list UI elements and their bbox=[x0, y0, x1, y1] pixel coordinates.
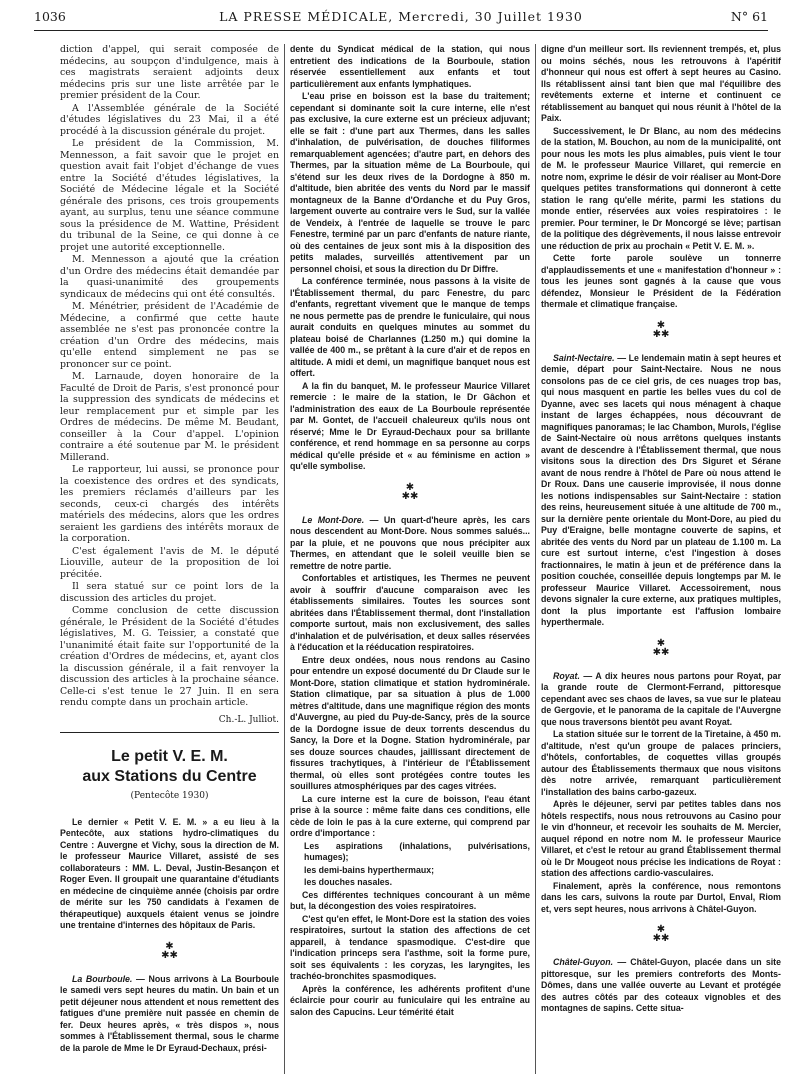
paragraph: A l'Assemblée générale de la Société d'études législatives du 23 Mai, il a été procédé à la discussion générale du projet. bbox=[60, 102, 279, 137]
paragraph-text: — Châtel-Guyon, placée dans un site pittoresque, sur les premiers contreforts des Monts-Dômes, dans une vallée ouverte au Levant et protégée des autres côtés par des coteaux vignobles et des montagnes de sapins. Cette situa- bbox=[541, 957, 781, 1013]
section-separator: ✱ ✱✱ bbox=[652, 924, 670, 944]
page-number: 1036 bbox=[34, 9, 66, 24]
paragraph: Il sera statué sur ce point lors de la discussion des articles du projet. bbox=[60, 581, 279, 604]
author-signature: Ch.-L. Julliot. bbox=[218, 714, 279, 725]
paragraph: M. Ménétrier, président de l'Académie de Médecine, a confirmé que cette haute assemblée ne s'est pas prononcée contre la création d'un Ordre des médecins, mais qu'elle entend simplement ne pas se prononcer sur ce point. bbox=[60, 301, 279, 370]
paragraph: La cure interne est la cure de boisson, l'eau étant prise à la source : même faite dans ces conditions, elle cède de loin le pas à la cure externe, qui comprend par ordre d'importance : bbox=[290, 793, 530, 838]
paragraph-text: — Le lendemain matin à sept heures et demie, départ pour Saint-Nectaire. Nous ne nous consolons pas de ce ciel gris, de ces nuages trop bas, qui nous masquent en partie les belles vues du col de Dyanne, avec ses lacets qui nous ménagent à chaque instant de larges échappées, nous découvrant de magnifiques panoramas; le lac Chambon, Murols, l'église de Saint-Nectaire où nous arrêtons quelques instants avant de descendre à l'Établissement thermal, que nous visitons sous la direction des Drs Siguret et Sérane avant de nous rendre à l'hôtel de Pare où nous attend le Dr Roux. Dans une causerie improvisée, il nous donne les notions indispensables sur Saint-Nectaire : station des reins, heureusement située à une altitude de 700 m., sur la dernière pente orientale du Mont-Dore, au pied du Puy d'Eraigne, belle montagne couverte de sapins, et abritée des vents du Nord par un plateau de 1.100 m. La cure est surtout interne, c'est l'ingestion à doses fractionnaires, le matin à jeun et de préférence dans la position couchée, conseillée depuis longtemps par M. le professeur Maurice Villaret. Accessoirement, nous devons signaler la cure externe, aux pratiques multiples, dont la plus importante est l'affusion lombaire hyperthermale. bbox=[541, 352, 781, 627]
article-title-line: Le petit V. E. M. bbox=[111, 748, 228, 765]
section-rule bbox=[60, 732, 279, 733]
paragraph: Après le déjeuner, servi par petites tables dans nos hôtels respectifs, nous nous retrouvons au Casino pour le vin d'honneur, et recevoir les souhaits de M. Mercier, auquel répond en notre nom M. le professeur Maurice Villaret, et c'est le retour au grand Établissement thermal où le Dr Mougeot nous précise les indications de Royat : station des affections cardio-vasculaires. bbox=[541, 799, 781, 878]
paragraph: dente du Syndicat médical de la station, qui nous entretient des indications de la Bourboule, station réservée essentiellement aux enfants et tout particulièrement aux enfants lymphatiques. bbox=[290, 44, 530, 89]
place-heading: Le Mont-Dore. bbox=[302, 514, 365, 525]
place-heading: Royat. bbox=[553, 670, 580, 681]
journal-title: LA PRESSE MÉDICALE, Mercredi, 30 Juillet 1930 bbox=[219, 9, 583, 24]
paragraph: digne d'un meilleur sort. Ils reviennent trempés, et, plus ou moins séchés, nous les retrouvons à l'apéritif d'honneur qui nous est offert à sept heures au Casino. Ils rétablissent ainsi tant bien que mal l'équilibre des revêtements externe et interne et continuent ce rétablissement au banquet qui nous réunit à l'hôtel de la Paix. bbox=[541, 44, 781, 123]
paragraph: diction d'appel, qui serait composée de médecins, au soupçon d'indulgence, mais à ces magistrats seraient adjoints deux médecins pris sur une liste arrêtée par le premier président de la Cour. bbox=[60, 44, 279, 101]
paragraph: M. Larnaude, doyen honoraire de la Faculté de Droit de Paris, s'est prononcé pour la suppression des syndicats de médecins et leur remplacement pur et simple par les Ordres de médecins. De même M. Beudant, conseiller à la Cour d'appel. L'opinion contraire a été soutenue par M. le président Millerand. bbox=[60, 371, 279, 463]
paragraph-text: — A dix heures nous partons pour Royat, par la grande route de Clermont-Ferrand, pittoresque cependant avec ses chaos de laves, sa vue sur le plateau de Gergovie, et le panorama de la capitale de l'Auvergne que nous traversons bientôt peu avant Royat. bbox=[541, 670, 781, 727]
paragraph: Le rapporteur, lui aussi, se prononce pour la coexistence des ordres et des syndicats, les premiers réclamés d'ailleurs par les seconds, ceux-ci chargés des intérêts matériels des médecins, alors que les ordres seraient les gardiens des intérêts moraux de la corporation. bbox=[60, 464, 279, 544]
list-item: les douches nasales. bbox=[304, 877, 393, 887]
article-intro: Le dernier « Petit V. E. M. » a eu lieu à la Pentecôte, aux stations hydro-climatiques du Centre : Auvergne et Vichy, sous la direction de M. le professeur Maurice Villaret, assisté de ses collaborateurs : MM. L. Deval, Justin-Besançon et Roger Even. Il groupait une quarantaine d'étudiants en médecine de cinquième année (choisis par ordre de mérite sur les 750 candidats à l'examen de thérapeutique) auxquels étaient venus se joindre une trentaine d'internes des hôpitaux de Paris. bbox=[60, 816, 279, 930]
paragraph: Comme conclusion de cette discussion générale, le Président de la Société d'études législatives, M. G. Teissier, a constaté que l'unanimité était faite sur l'opportunité de la création d'Ordres de médecins, et, ayant clos la discussion générale, il a fait renvoyer la discussion des articles à la prochaine séance. Celle-ci s'est tenue le 27 Juin. Il en sera rendu compte dans un prochain article. bbox=[60, 605, 279, 708]
article-title bbox=[60, 747, 279, 787]
column-divider bbox=[535, 44, 536, 1074]
paragraph-text: — Nous arrivons à La Bourboule le samedi vers sept heures du matin. Un bain et un petit déjeuner nous attendent et nous remettent des fatigues d'une première nuit passée en chemin de fer. Deux heures après, « très dispos », nous sommes à l'Établissement thermal, sous le charme de la parole de Mme le Dr Eyraud-Dechaux, prési- bbox=[60, 973, 279, 1053]
section-separator: ✱ ✱✱ bbox=[161, 940, 178, 961]
paragraph: Entre deux ondées, nous nous rendons au Casino pour entendre un exposé documenté du Dr Claude sur le Mont-Dore, station climatique et station hydrominérale. Station climatique, par sa situation à plus de 1.000 mètres d'altitude, dans une magnifique région des monts d'Auvergne, au pied du Puy-de-Sancy, près de la source de la Dordogne issue de deux torrents descendus du Sancy, la Dore et la Dogne. Station hydrominérale, par ses douze sources chaudes, jaillissant directement de fissures trachytiques, à l'intérieur de l'Établissement thermal, où elles sont protégées contre toutes les souillures atmosphériques par des cages vitrées. bbox=[290, 654, 530, 791]
page-header bbox=[34, 10, 768, 40]
paragraph: Après la conférence, les adhérents profitent d'une éclaircie pour courir au funiculaire qui les entraîne au salon des Capucins. Leur témérité était bbox=[290, 983, 530, 1017]
paragraph: C'est qu'en effet, le Mont-Dore est la station des voies respiratoires, surtout la station des affections de cet appareil, à tendance spasmodique. C'est-dire que l'indication princeps sera l'asthme, soit la forme pure, soit ses équivalents : les coryzas, les laryngites, les trachéo-bronchites spasmodiques. bbox=[290, 913, 530, 981]
header-rule bbox=[34, 30, 768, 31]
column-2 bbox=[290, 44, 530, 1078]
list-item: les demi-bains hyperthermaux; bbox=[304, 864, 435, 875]
column-3 bbox=[541, 44, 781, 1078]
paragraph: Finalement, après la conférence, nous remontons dans les cars, suivons la route par Durtol, Enval, Riom et, vers sept heures, nous arrivons à Châtel-Guyon. bbox=[541, 880, 781, 914]
paragraph: M. Mennesson a ajouté que la création d'un Ordre des médecins était demandée par la quasi-unanimité des groupements syndicaux de médecins qui ont été consultés. bbox=[60, 254, 279, 300]
article-title-line: aux Stations du Centre bbox=[82, 768, 257, 785]
paragraph bbox=[290, 515, 530, 573]
paragraph: Confortables et artistiques, les Thermes ne peuvent avoir à souffrir d'aucune comparaison avec les établissements similaires. Toutes les sources sont abritées dans l'Établissement thermal, dont l'installation comporte surtout, mais non exclusivement, des salles d'inhalation et de pulvérisation, et deux salles réservées à l'éducation et la rééducation respiratoires. bbox=[290, 573, 530, 652]
paragraph-text: — Un quart-d'heure après, les cars nous descendent au Mont-Dore. Nous sommes salués... par la pluie, et ne pouvons que nous précipiter aux Thermes, en attendant que le soleil veuille bien se remettre de notre partie. bbox=[290, 514, 530, 571]
section-separator: ✱ ✱✱ bbox=[652, 637, 670, 658]
paragraph: La station située sur le torrent de la Tiretaine, à 450 m. d'altitude, n'est qu'un groupe de palaces princiers, d'hôtels, confortables, de coquettes villas groupés autour des Établissements thermaux que nous visitons dès notre arrivée, remarquant particulièrement l'installation des bains carbo-gazeux. bbox=[541, 729, 781, 797]
paragraph: Ces différentes techniques concourant à un même but, la décongestion des voies respiratoires. bbox=[290, 889, 530, 911]
paragraph bbox=[541, 353, 781, 629]
column-divider bbox=[284, 44, 285, 1074]
paragraph: Le président de la Commission, M. Mennesson, a fait savoir que le projet en question avait fait l'objet d'échange de vues entre la Société d'études législatives, la Société de Médecine légale et la Société générale des prisons, ces trois groupements ayant, au surplus, tenu une séance commune sous la présidence de M. Wattine, Président du tribunal de la Seine, ce qui donne à ce projet une autorité exceptionnelle. bbox=[60, 138, 279, 253]
section-separator: ✱ ✱✱ bbox=[401, 481, 419, 502]
paragraph: La conférence terminée, nous passons à la visite de l'Établissement thermal, du parc Fenestre, du parc d'enfants, regrettant vivement que le manque de temps ne nous permette pas de prendre le funiculaire, qui nous aurait conduits en quelques minutes au sommet du plateau boisé de Charlannes (1.250 m.) qui domine la vallée de 400 m., se prêtant à la cure d'air et de repos en altitude. A midi et demi, un magnifique banquet nous est offert. bbox=[290, 276, 530, 378]
section-separator: ✱ ✱✱ bbox=[652, 319, 670, 340]
paragraph bbox=[541, 957, 781, 1015]
paragraph: L'eau prise en boisson est la base du traitement; cependant si dominante soit la cure interne, elle n'est pas exclusive, la cure externe est un précieux adjuvant; elle se fait : d'une part aux Thermes, dans les salles d'inhalation, de pulvérisation, de douches filiformes remarquablement agencées; d'autre part, en dehors des Thermes, par la situation même de La Bourboule, qui s'étend sur les deux rives de la Dordogne à 850 m. d'altitude, bien abritée des vents du Nord par le massif montagneux de la Banne d'Ordanche et du Puy Gros, largement ouverte au contraire vers le Sud, sur la vallée de Vendeix, à l'entrée de laquelle se trouve le parc Fenestre, terminé par un parc d'enfants de nature riante, où des centaines de jeux sont mis à la disposition des petits malades, surveillés attentivement par un personnel choisi, et sous la direction du Dr Diffre. bbox=[290, 91, 530, 274]
paragraph: Cette forte parole soulève un tonnerre d'applaudissements et une « manifestation d'honneur » : tous les jeunes sont gagnés à la cause que vous défendez, Monsieur le Président de la Fédération thermale et climatique française. bbox=[541, 253, 781, 309]
paragraph bbox=[60, 974, 279, 1055]
place-heading: La Bourboule. bbox=[72, 973, 133, 984]
paragraph: Successivement, le Dr Blanc, au nom des médecins de la station, M. Bouchon, au nom de la municipalité, ont pour nous les mots les plus aimables, puis vient le tour de M. le professeur Maurice Villaret, qui remercie en notre nom, exprime le désir de voir réaliser au Mont-Dore quelques petites transformations qui donneront à cette station le rang qu'elle mérite, parmi les stations du monde entier, réservées aux voies respiratoires : le premier. Pour terminer, le Dr Moncorgé se lève; partisan de la politique des dégrèvements, il nous laisse entrevoir une réduction de prix au prochain « Petit V. E. M. ». bbox=[541, 125, 781, 251]
issue-number: N° 61 bbox=[730, 9, 768, 24]
place-heading: Saint-Nectaire. bbox=[553, 352, 615, 363]
paragraph: C'est également l'avis de M. le député Liouville, auteur de la proposition de loi précitée. bbox=[60, 545, 279, 580]
paragraph bbox=[541, 671, 781, 729]
article-subtitle: (Pentecôte 1930) bbox=[130, 791, 209, 801]
place-heading: Châtel-Guyon. bbox=[553, 957, 614, 967]
paragraph: A la fin du banquet, M. le professeur Maurice Villaret remercie : le maire de la station, le Dr Gâchon et l'administration des eaux de La Bourboule représentée par M. Gontet, de l'accueil chaleureux qu'ils nous ont réservé; Mme le Dr Eyraud-Dechaux pour sa brillante conférence, et rend hommage en sa personne au corps médical qu'elle préside et « au féminisme en action » qu'elle symbolise. bbox=[290, 380, 530, 471]
list-item: Les aspirations (inhalations, pulvérisations, humages); bbox=[304, 840, 530, 862]
column-1 bbox=[60, 44, 279, 1078]
